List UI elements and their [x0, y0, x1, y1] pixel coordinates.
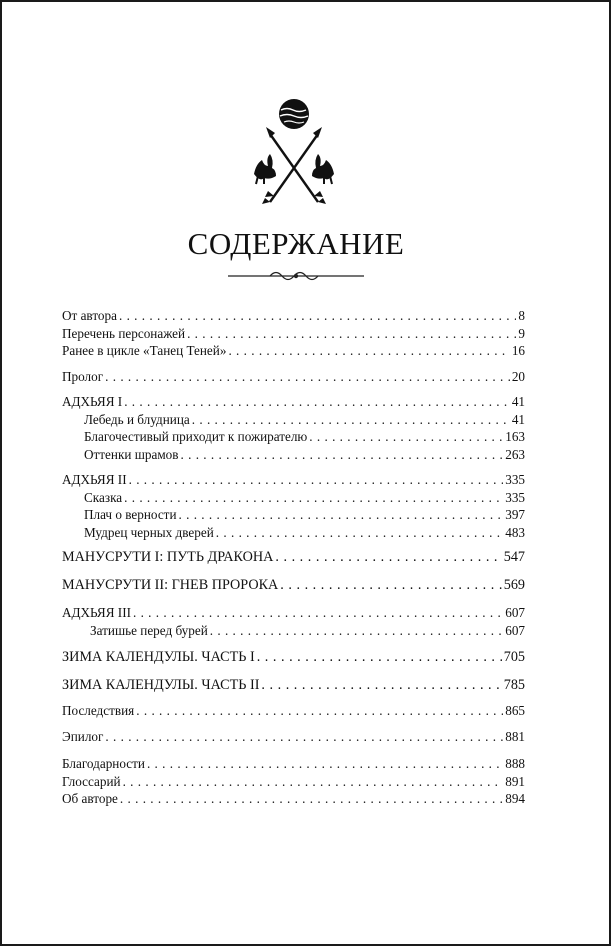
toc-page-number: 891 [505, 773, 525, 789]
toc-entry [62, 577, 525, 595]
dot-leader [187, 325, 516, 343]
dot-leader [181, 446, 504, 464]
toc-entry [62, 604, 525, 622]
crossed-arrows-emblem-icon [248, 96, 340, 214]
toc-page-number: 397 [505, 507, 525, 522]
toc-page-number: 41 [511, 394, 525, 409]
dot-leader [192, 411, 510, 429]
dot-leader [136, 702, 503, 720]
toc-page-number: 785 [503, 676, 525, 693]
toc-page-number: 163 [505, 429, 525, 444]
toc-page-number: 894 [505, 791, 525, 806]
toc-entry-title: Эпилог [62, 728, 104, 744]
toc-page-number: 20 [511, 368, 525, 384]
toc-entry-title: Последствия [62, 703, 135, 718]
toc-page-number: 547 [503, 549, 525, 565]
dot-leader [275, 549, 501, 567]
page-title: СОДЕРЖАНИЕ [187, 226, 405, 261]
dot-leader [257, 649, 502, 667]
dot-leader [261, 677, 501, 695]
toc-entry [62, 368, 525, 386]
toc-entry-title: ЗИМА КАЛЕНДУЛЫ. ЧАСТЬ I [62, 649, 255, 665]
dot-leader [123, 773, 504, 791]
toc-entry [62, 649, 525, 667]
toc-entry-title: Сказка [84, 489, 123, 505]
toc-entry-title: АДХЬЯЯ II [62, 472, 127, 487]
dot-leader [124, 489, 503, 507]
dot-leader [179, 506, 504, 524]
dot-leader [129, 471, 504, 489]
dot-leader [147, 755, 503, 773]
toc-entry-title: Затишье перед бурей [90, 622, 208, 638]
dot-leader [119, 307, 516, 325]
toc-entry [62, 307, 525, 325]
toc-entry [62, 773, 525, 791]
toc-entry-title: Плач о верности [84, 507, 177, 522]
dot-leader [280, 577, 501, 595]
toc-entry-title: Оттенки шрамов [84, 446, 179, 462]
toc-entry-title: Благодарности [62, 756, 145, 771]
toc-entry-title: МАНУСРУТИ I: ПУТЬ ДРАКОНА [62, 549, 274, 565]
toc-subentry [62, 524, 525, 542]
toc-entry [62, 325, 525, 343]
toc-page-number: 881 [505, 728, 525, 744]
dot-leader [228, 342, 509, 360]
toc-subentry [62, 411, 525, 429]
toc-entry-title: Об авторе [62, 791, 118, 806]
toc-entry-title: Пролог [62, 368, 104, 384]
toc-page-number: 16 [511, 343, 525, 358]
toc-entry-title: Глоссарий [62, 773, 121, 789]
toc-page-number: 888 [505, 756, 525, 771]
dot-leader [210, 622, 503, 640]
dot-leader [105, 368, 510, 386]
toc-entry-title: МАНУСРУТИ II: ГНЕВ ПРОРОКА [62, 576, 279, 593]
toc-entry [62, 549, 525, 567]
table-of-contents [62, 307, 525, 808]
dot-leader [133, 604, 503, 622]
toc-subentry [62, 489, 525, 507]
dot-leader [216, 524, 503, 542]
toc-subentry [62, 446, 525, 464]
toc-entry [62, 342, 525, 360]
toc-entry-title: АДХЬЯЯ I [62, 394, 123, 409]
dot-leader [105, 728, 503, 746]
dot-leader [124, 393, 510, 411]
toc-entry-title: Лебедь и блудница [84, 411, 190, 427]
toc-entry-title: От автора [62, 308, 117, 323]
toc-page-number: 335 [505, 489, 525, 505]
toc-entry-title: ЗИМА КАЛЕНДУЛЫ. ЧАСТЬ II [62, 676, 260, 693]
toc-entry [62, 790, 525, 808]
toc-page-number: 569 [503, 576, 525, 593]
dot-leader [309, 428, 503, 446]
toc-subentry [62, 428, 525, 446]
toc-page-number: 41 [511, 411, 525, 427]
toc-entry-title: Ранее в цикле «Танец Теней» [62, 343, 227, 358]
toc-entry [62, 677, 525, 695]
toc-entry-title: Перечень персонажей [62, 325, 186, 341]
toc-entry [62, 755, 525, 773]
toc-page-number: 8 [518, 308, 525, 323]
toc-entry-title: Мудрец черных дверей [84, 524, 214, 540]
toc-page-number: 483 [505, 524, 525, 540]
toc-entry [62, 728, 525, 746]
toc-page-number: 607 [505, 622, 525, 638]
toc-page-number: 335 [505, 472, 525, 487]
toc-page-number: 263 [505, 446, 525, 462]
toc-subentry [62, 506, 525, 524]
toc-page-number: 705 [503, 649, 525, 665]
toc-page-number: 607 [505, 605, 525, 620]
dot-leader [120, 790, 503, 808]
toc-entry [62, 471, 525, 489]
toc-entry [62, 702, 525, 720]
toc-page-number: 9 [518, 325, 525, 341]
toc-subentry [62, 622, 525, 640]
ornament-divider-icon [228, 270, 364, 284]
toc-entry-title: АДХЬЯЯ III [62, 605, 131, 620]
toc-entry-title: Благочестивый приходит к пожирателю [84, 429, 308, 444]
toc-page-number: 865 [505, 703, 525, 718]
toc-entry [62, 393, 525, 411]
